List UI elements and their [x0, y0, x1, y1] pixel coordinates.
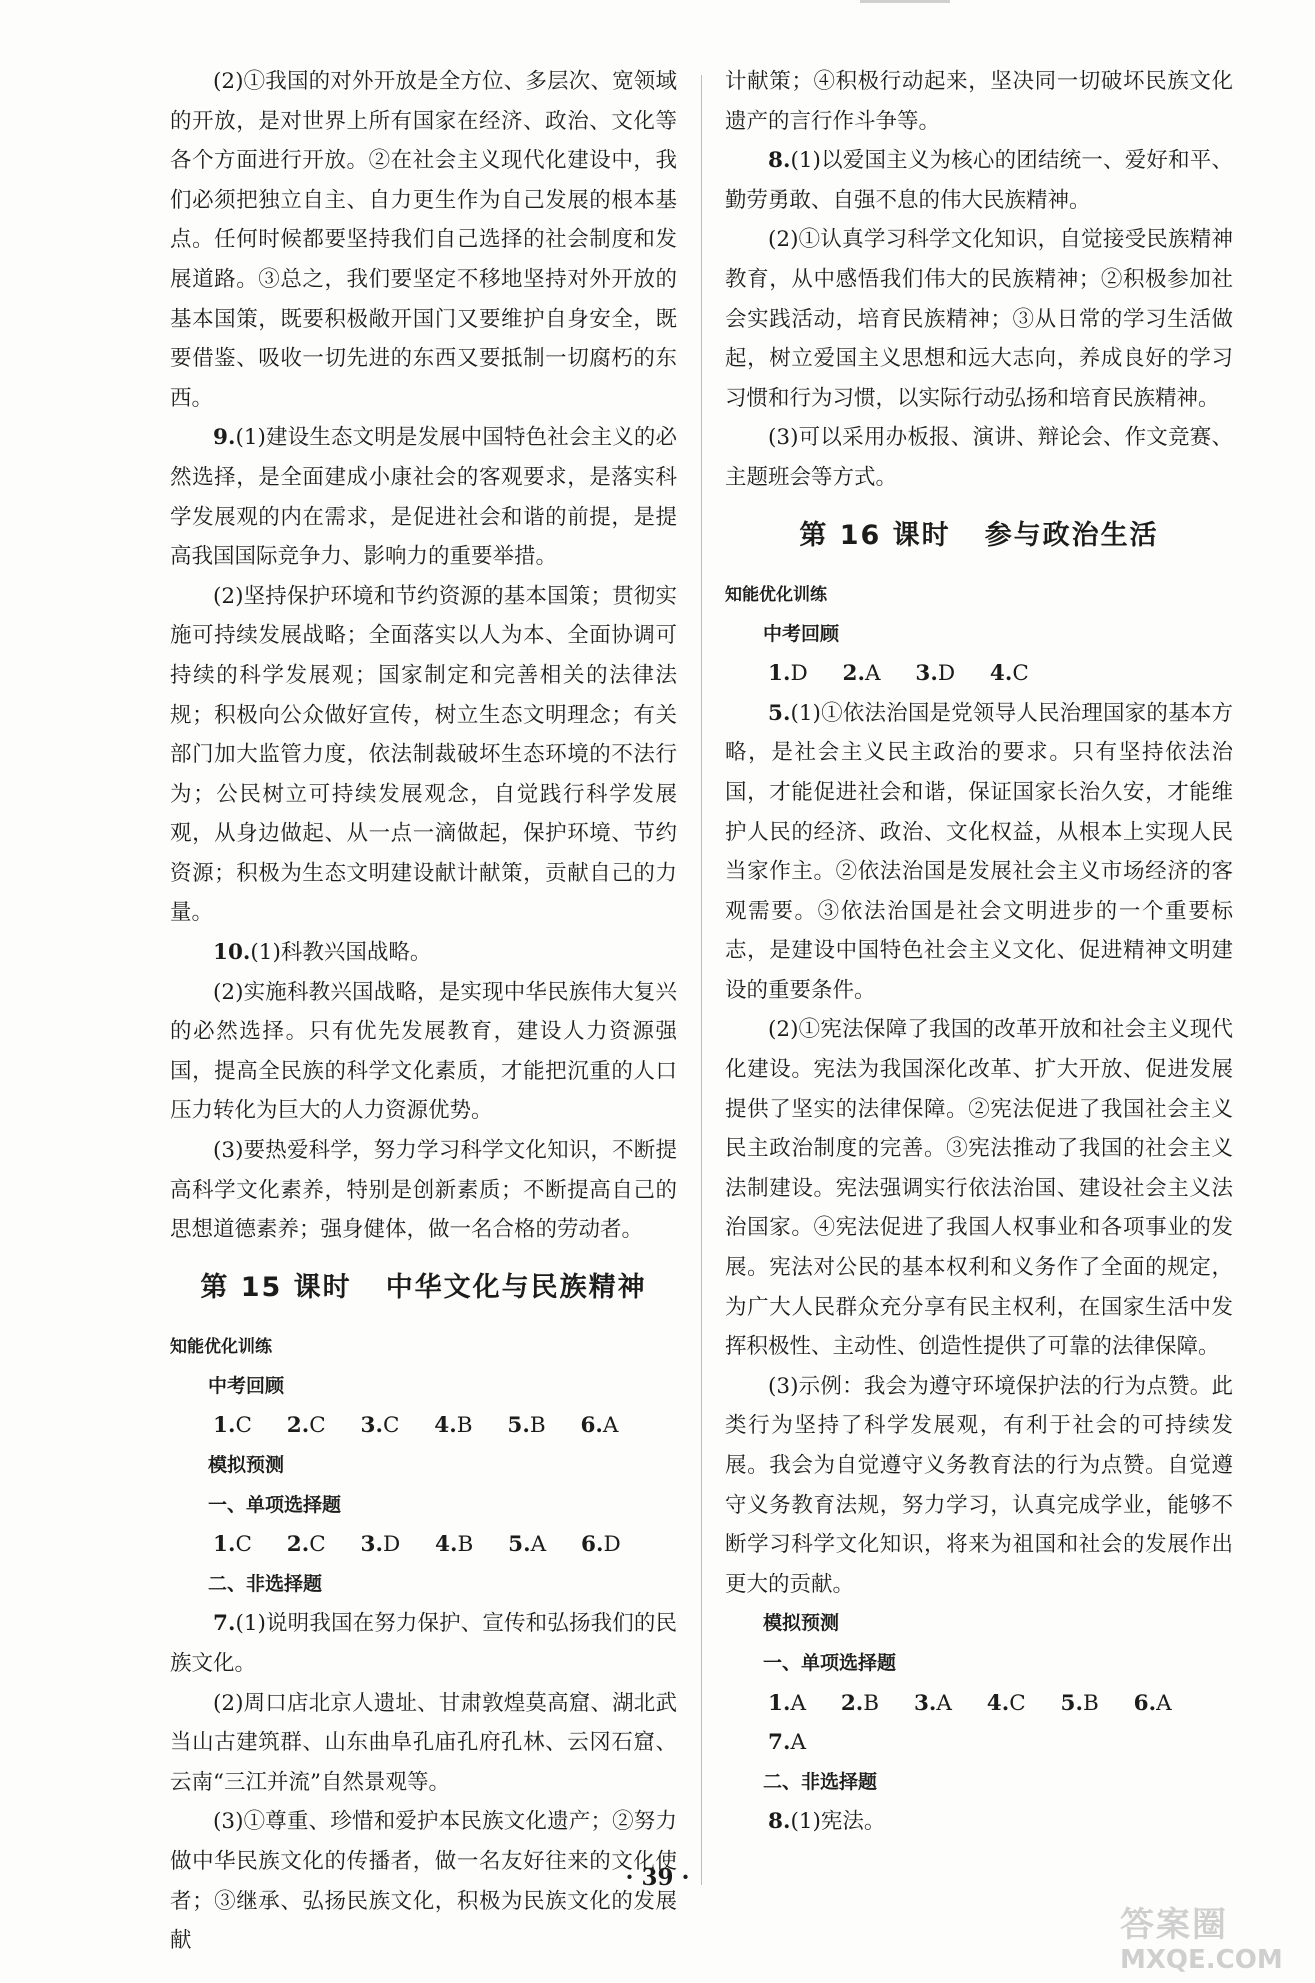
answer-text: (1)说明我国在努力保护、宣传和弘扬我们的民族文化。	[170, 1611, 677, 1676]
question-7-part-3: (3)①尊重、珍惜和爱护本民族文化遗产；②努力做中华民族文化的传播者，做一名友好往来的文化使者；③继承、弘扬民族文化，积极为民族文化的发展献	[170, 1809, 677, 1954]
question-number: 8.	[768, 1809, 791, 1835]
review-answers	[725, 654, 1233, 694]
question-number: 7.	[213, 1611, 236, 1637]
answer-item: 4.C	[989, 661, 1029, 687]
paragraph: (2)①我国的对外开放是全方位、多层次、宽领域的开放，是对世界上所有国家在经济、政治、文化等各个方面进行开放。②在社会主义现代化建设中，我们必须把独立自主、自力更生作为自己发展的根本基点。任何时候都要坚持我们自己选择的社会制度和发展道路。③总之，我们要坚定不移地坚持对外开放的基本国策，既要积极敞开国门又要维护自身安全，既要借鉴、吸收一切先进的东西又要抵制一切腐朽的东西。	[170, 69, 677, 411]
answer-item: 3.D	[915, 661, 956, 687]
answer-text: (1)宪法。	[790, 1809, 886, 1835]
answer-item: 2.C	[286, 1413, 326, 1439]
answer-item: 5.B	[507, 1413, 546, 1439]
answer-item: 6.A	[580, 1413, 619, 1439]
non-choice-heading: 二、非选择题	[763, 1770, 878, 1793]
site-watermark	[1120, 1905, 1310, 1977]
question-5-part-1	[725, 694, 1233, 1011]
question-number: 9.	[213, 425, 236, 451]
continued-paragraph: 计献策；④积极行动起来，坚决同一切破坏民族文化遗产的言行作斗争等。	[725, 69, 1233, 134]
left-column	[170, 62, 677, 1961]
lesson-15-title	[170, 1268, 677, 1308]
answer-text: (1)以爱国主义为核心的团结统一、爱好和平、勤劳勇敢、自强不息的伟大民族精神。	[725, 148, 1233, 213]
question-10-part-1	[170, 933, 677, 973]
answer-item: 5.A	[508, 1532, 547, 1558]
question-number: 8.	[768, 148, 791, 174]
answer-item: 6.D	[580, 1532, 621, 1558]
page-number: · 39 ·	[625, 1864, 690, 1891]
question-number: 5.	[768, 700, 791, 726]
answer-item: 5.B	[1060, 1690, 1099, 1716]
answer-item: 3.A	[913, 1690, 952, 1716]
question-8-part-3: (3)可以采用办板报、演讲、辩论会、作文竞赛、主题班会等方式。	[725, 425, 1233, 490]
lesson-16-title	[725, 516, 1233, 556]
question-10-part-2: (2)实施科教兴国战略，是实现中华民族伟大复兴的必然选择。只有优先发展教育，建设人力资源强国，提高全民族的科学文化素质，才能把沉重的人口压力转化为巨大的人力资源优势。	[170, 979, 677, 1124]
question-7-part-2: (2)周口店北京人遗址、甘肃敦煌莫高窟、湖北武当山古建筑群、山东曲阜孔庙孔府孔林、云冈石窟、云南“三江并流”自然景观等。	[170, 1690, 677, 1795]
column-divider	[701, 75, 702, 1885]
review-answers	[170, 1406, 677, 1446]
single-choice-heading: 一、单项选择题	[763, 1651, 897, 1674]
answer-item: 1.C	[213, 1532, 252, 1558]
answer-item: 1.A	[768, 1690, 806, 1716]
question-5-part-2: (2)①宪法保障了我国的改革开放和社会主义现代化建设。宪法为我国深化改革、扩大开放、促进发展提供了坚实的法律保障。②宪法促进了我国社会主义民主政治制度的完善。③宪法推动了我国的社会主义法制建设。宪法强调实行依法治国、建设社会主义法治国家。④宪法促进了我国人权事业和各项事业的发展。宪法对公民的基本权利和义务作了全面的规定，为广大人民群众充分享有民主权利，在国家生活中发挥积极性、主动性、创造性提供了可靠的法律保障。	[725, 1017, 1233, 1360]
single-choice-answers	[170, 1525, 677, 1565]
question-7-part-1	[170, 1604, 677, 1683]
answer-item: 1.D	[768, 661, 808, 687]
watermark-url: MXQE.COM	[1120, 1945, 1283, 1975]
training-heading: 知能优化训练	[170, 1336, 272, 1357]
answer-item: 4.B	[434, 1413, 473, 1439]
review-heading: 中考回顾	[208, 1374, 285, 1397]
answer-item: 4.C	[986, 1690, 1026, 1716]
lesson-number: 第 15 课时	[200, 1271, 352, 1303]
single-choice-answers	[725, 1684, 1233, 1763]
mock-heading: 模拟预测	[763, 1612, 840, 1635]
training-heading: 知能优化训练	[725, 584, 827, 605]
question-8-part-1	[725, 141, 1233, 220]
answer-text: (1)科教兴国战略。	[250, 940, 432, 966]
answer-item: 2.C	[286, 1532, 326, 1558]
question-8-part-2: (2)①认真学习科学文化知识，自觉接受民族精神教育，从中感悟我们伟大的民族精神；②积极参加社会实践活动，培育民族精神；③从日常的学习生活做起，树立爱国主义思想和远大志向，养成良好的学习习惯和行为习惯，以实际行动弘扬和培育民族精神。	[725, 227, 1233, 411]
question-5-part-3: (3)示例：我会为遵守环境保护法的行为点赞。此类行为坚持了科学发展观，有利于社会的可持续发展。我会为自觉遵守义务教育法的行为点赞。自觉遵守义务教育法规，努力学习，认真完成学业，能够不断学习科学文化知识，将来为祖国和社会的发展作出更大的贡献。	[725, 1373, 1233, 1597]
right-column	[725, 62, 1233, 1842]
mock-heading: 模拟预测	[208, 1454, 285, 1476]
single-choice-heading: 一、单项选择题	[208, 1493, 342, 1516]
question-8-part-1	[725, 1802, 1233, 1842]
answer-item: 2.B	[840, 1690, 880, 1716]
lesson-name: 参与政治生活	[984, 519, 1159, 551]
question-number: 10.	[213, 940, 251, 966]
answer-item: 4.B	[435, 1532, 474, 1558]
lesson-name: 中华文化与民族精神	[385, 1271, 647, 1303]
non-choice-heading: 二、非选择题	[208, 1572, 323, 1595]
answer-text: (1)建设生态文明是发展中国特色社会主义的必然选择，是全面建成小康社会的客观要求，是落实科学发展观的内在需求，是促进社会和谐的前提，是提高我国国际竞争力、影响力的重要举措。	[170, 425, 677, 570]
top-mark	[860, 0, 950, 3]
question-9-part-1	[170, 418, 677, 576]
watermark-logo-text: 答案圈	[1120, 1905, 1228, 1945]
answer-item: 2.A	[842, 661, 881, 687]
question-9-part-2: (2)坚持保护环境和节约资源的基本国策；贯彻实施可持续发展战略；全面落实以人为本、全面协调可持续的科学发展观；国家制定和完善相关的法律法规；积极向公众做好宣传，树立生态文明理念；有关部门加大监管力度，依法制裁破坏生态环境的不法行为；公民树立可持续发展观念，自觉践行科学发展观，从身边做起、从一点一滴做起，保护环境、节约资源；积极为生态文明建设献计献策，贡献自己的力量。	[170, 583, 677, 926]
question-10-part-3: (3)要热爱科学，努力学习科学文化知识，不断提高科学文化素养，特别是创新素质；不断提高自己的思想道德素养；强身健体，做一名合格的劳动者。	[170, 1138, 677, 1243]
review-heading: 中考回顾	[763, 622, 840, 645]
answer-item: 7.A	[768, 1730, 806, 1756]
answer-text: (1)①依法治国是党领导人民治理国家的基本方略，是社会主义民主政治的要求。只有坚持依法治国，才能促进社会和谐，保证国家长治久安，才能维护人民的经济、政治、文化权益，从根本上实现人民当家作主。②依法治国是发展社会主义市场经济的客观需要。③依法治国是社会文明进步的一个重要标志，是建设中国特色社会主义文化、促进精神文明建设的重要条件。	[725, 700, 1233, 1003]
answer-item: 1.C	[213, 1413, 252, 1439]
answer-item: 3.D	[360, 1532, 401, 1558]
answer-item: 6.A	[1133, 1690, 1172, 1716]
answer-item: 3.C	[360, 1413, 400, 1439]
lesson-number: 第 16 课时	[799, 519, 951, 551]
